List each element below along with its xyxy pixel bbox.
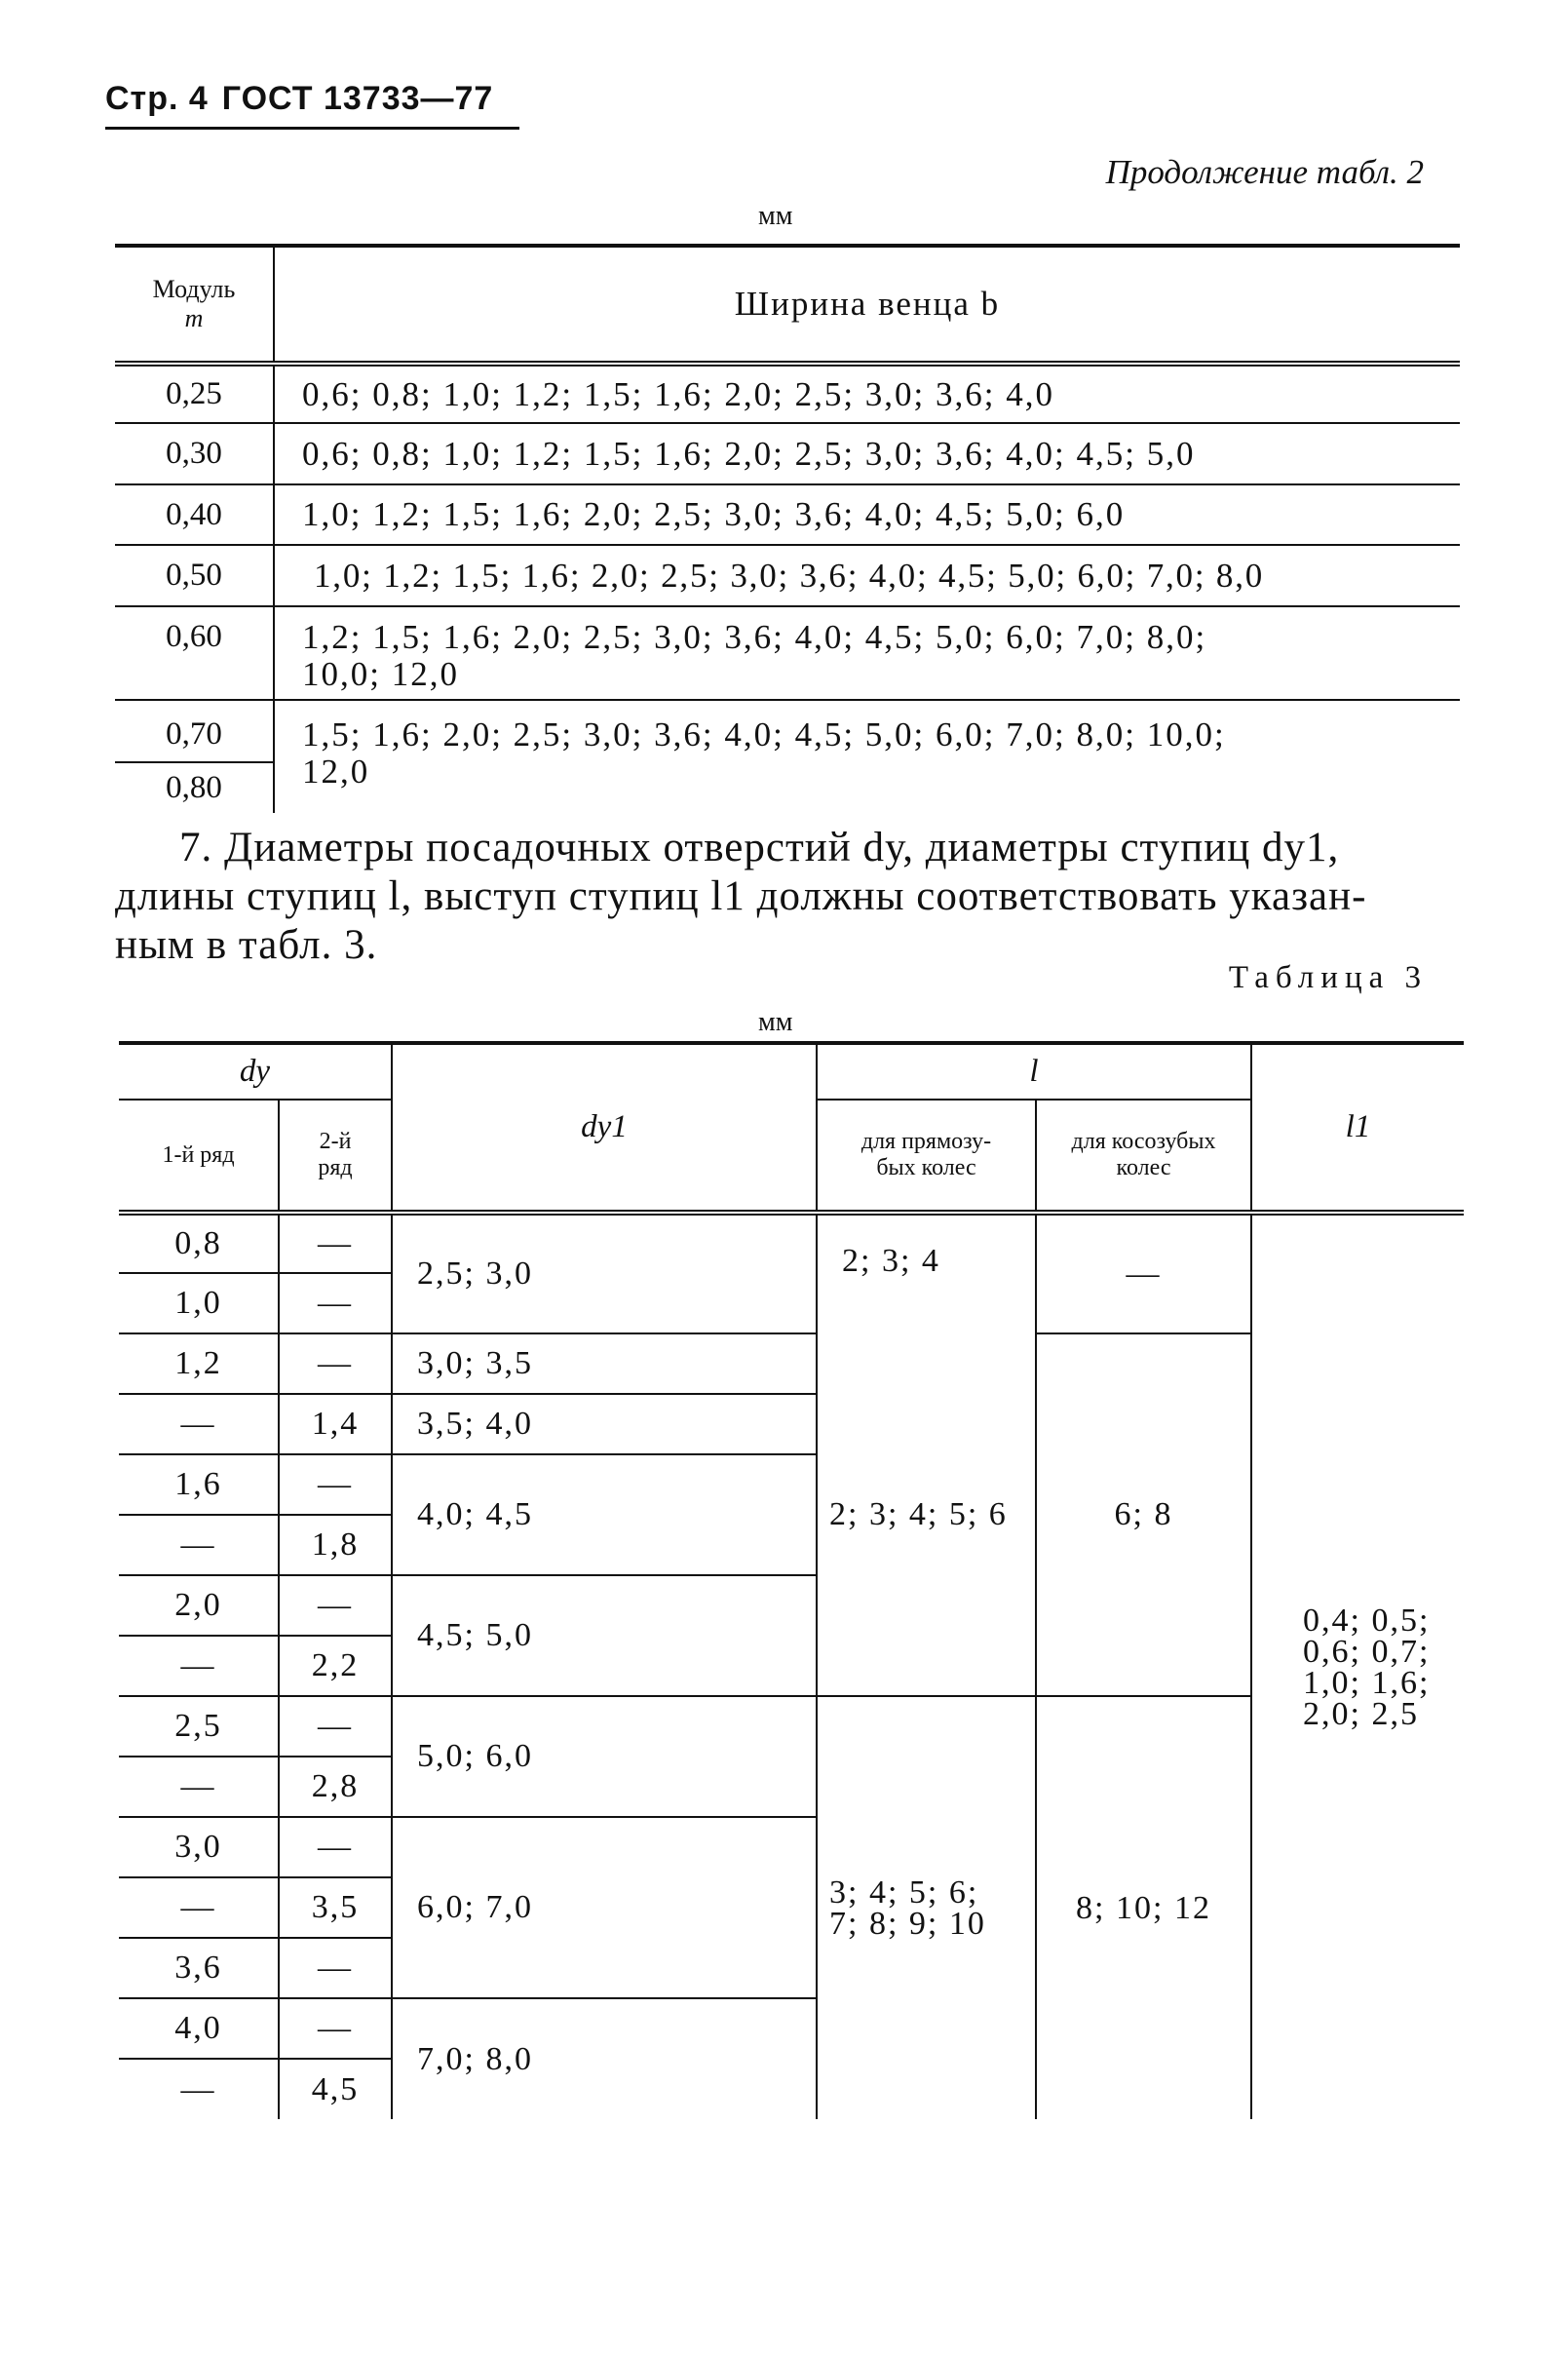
cell-dy-row1: 2,0 [119,1575,279,1636]
header-row2: 2-й ряд [279,1100,392,1213]
cell-dy-row2: 4,5 [279,2059,392,2119]
cell-dy-row2: — [279,1817,392,1877]
table3-unit: мм [758,1007,793,1037]
table2-unit: мм [758,201,793,231]
header-l1-label: l1 [1345,1109,1371,1144]
cell-dy1: 4,5; 5,0 [392,1575,817,1696]
cell-widths-line: 12,0 [302,753,370,791]
cell-dy-row1: 3,0 [119,1817,279,1877]
table-row [115,606,1460,700]
cell-dy-row1: — [119,1515,279,1575]
cell-module: 0,70 [115,701,273,763]
cell-widths: 1,0; 1,2; 1,5; 1,6; 2,0; 2,5; 3,0; 3,6; 4,0; 4,5; 5,0; 6,0 [274,484,1460,545]
cell-dy1: 4,0; 4,5 [392,1454,817,1575]
cell-dy-row1: 1,2 [119,1333,279,1394]
cell-dy-row2: — [279,1273,392,1333]
cell-widths: 0,6; 0,8; 1,0; 1,2; 1,5; 1,6; 2,0; 2,5; 3,0; 3,6; 4,0; 4,5; 5,0 [274,423,1460,484]
cell-l-helical: 8; 10; 12 [1036,1696,1251,2119]
page-number: Стр. 4 [105,80,209,117]
header-l1 [1251,1043,1464,1213]
table2-continuation: Продолжение табл. 2 [1105,153,1424,191]
table-row [115,545,1460,606]
cell-l-straight: 2; 3; 4 [817,1213,1036,1333]
cell-dy-row1: 0,8 [119,1213,279,1273]
header-l [817,1043,1251,1100]
cell-widths: 1,0; 1,2; 1,5; 1,6; 2,0; 2,5; 3,0; 3,6; 4,0; 4,5; 5,0; 6,0; 7,0; 8,0 [274,545,1460,606]
cell-widths: 0,6; 0,8; 1,0; 1,2; 1,5; 1,6; 2,0; 2,5; 3,0; 3,6; 4,0 [274,364,1460,423]
header-module-label: Модуль [152,275,236,303]
cell-module: 0,25 [166,376,222,411]
table-3 [119,1041,1464,2119]
cell-dy1: 3,0; 3,5 [392,1333,817,1394]
cell-dy-row2: — [279,1454,392,1515]
cell-dy-row2: 1,8 [279,1515,392,1575]
paragraph-line: 7. Диаметры посадочных отверстий dу, диаметры ступиц dу1, [179,825,1340,870]
table-2 [115,244,1460,813]
cell-widths-line: 10,0; 12,0 [302,655,459,693]
cell-l-straight: 2; 3; 4; 5; 6 [817,1333,1036,1696]
table-row [115,423,1460,484]
gost-number: ГОСТ 13733—77 [221,80,494,117]
cell-dy1: 5,0; 6,0 [392,1696,817,1817]
cell-l1-line: 0,6; 0,7; [1303,1633,1431,1670]
header-dy [119,1043,392,1100]
header-l-label: l [1029,1054,1039,1089]
cell-module: 0,40 [166,496,222,532]
cell-dy-row1: 4,0 [119,1998,279,2059]
cell-dy1: 7,0; 8,0 [392,1998,817,2119]
cell-dy1: 2,5; 3,0 [392,1213,817,1333]
cell-widths [274,606,1460,700]
table-row [115,700,1460,813]
table-row [115,484,1460,545]
paragraph-line: длины ступиц l, выступ ступиц l1 должны соответствовать указан- [115,873,1367,919]
header-module-symbol: m [184,304,204,332]
cell-dy-row2: — [279,1333,392,1394]
cell-dy1: 3,5; 4,0 [392,1394,817,1454]
page-header [105,70,519,130]
cell-l-helical: 6; 8 [1036,1333,1251,1696]
cell-dy-row2: 1,4 [279,1394,392,1454]
cell-l-straight [817,1696,1036,2119]
cell-widths [274,700,1460,813]
paragraph-7 [115,824,1460,970]
cell-dy-row1: 3,6 [119,1938,279,1998]
header-row1: 1-й ряд [119,1100,279,1213]
header-dy1 [392,1043,817,1213]
cell-dy-row2: 2,2 [279,1636,392,1696]
cell-module: 0,50 [166,558,222,593]
cell-dy-row2: 2,8 [279,1757,392,1817]
header-module [115,246,274,364]
header-l-straight-line: бых колес [876,1155,976,1180]
cell-dy-row1: — [119,1394,279,1454]
cell-dy-row1: — [119,1757,279,1817]
table3-title: Таблица 3 [1228,960,1428,995]
cell-dy-row1: — [119,1877,279,1938]
cell-dy-row1: 1,6 [119,1454,279,1515]
header-rim-width: Ширина венца b [274,246,1460,364]
cell-widths-line: 1,5; 1,6; 2,0; 2,5; 3,0; 3,6; 4,0; 4,5; 5,0; 6,0; 7,0; 8,0; 10,0; [302,715,1226,753]
cell-widths-line: 1,2; 1,5; 1,6; 2,0; 2,5; 3,0; 3,6; 4,0; 4,5; 5,0; 6,0; 7,0; 8,0; [302,618,1207,656]
cell-dy-row1: 1,0 [119,1273,279,1333]
cell-l-helical: — [1036,1213,1251,1333]
cell-dy-row1: 2,5 [119,1696,279,1757]
cell-dy-row2: 3,5 [279,1877,392,1938]
header-l-helical [1036,1100,1251,1213]
cell-dy-row2: — [279,1998,392,2059]
cell-dy1: 6,0; 7,0 [392,1817,817,1998]
paragraph-line: ным в табл. 3. [115,922,378,968]
cell-l1-line: 1,0; 1,6; [1303,1664,1431,1701]
header-l-helical-line: колес [1116,1155,1171,1180]
cell-module: 0,60 [166,619,222,654]
cell-l-straight-line: 3; 4; 5; 6; [829,1873,979,1911]
cell-module: 0,80 [166,770,222,805]
cell-dy-row2: — [279,1938,392,1998]
cell-l1-line: 2,0; 2,5 [1303,1695,1419,1732]
table-row [115,364,1460,423]
cell-dy-row1: — [180,2070,216,2107]
header-l-straight [817,1100,1036,1213]
cell-dy-row1: — [119,1636,279,1696]
cell-dy-row2: — [279,1696,392,1757]
cell-dy-row2: — [279,1213,392,1273]
cell-l-straight-line: 7; 8; 9; 10 [829,1905,986,1942]
header-l-straight-line: для прямозу- [860,1129,992,1154]
cell-module: 0,30 [166,436,222,471]
cell-l1-line: 0,4; 0,5; [1303,1602,1431,1639]
header-dy-label: dу [239,1054,271,1089]
header-dy1-label: dу1 [581,1109,628,1144]
cell-l1 [1251,1213,1464,2119]
header-l-helical-line: для косозубых [1071,1129,1216,1154]
cell-module-pair [115,700,274,813]
cell-dy-row2: — [279,1575,392,1636]
